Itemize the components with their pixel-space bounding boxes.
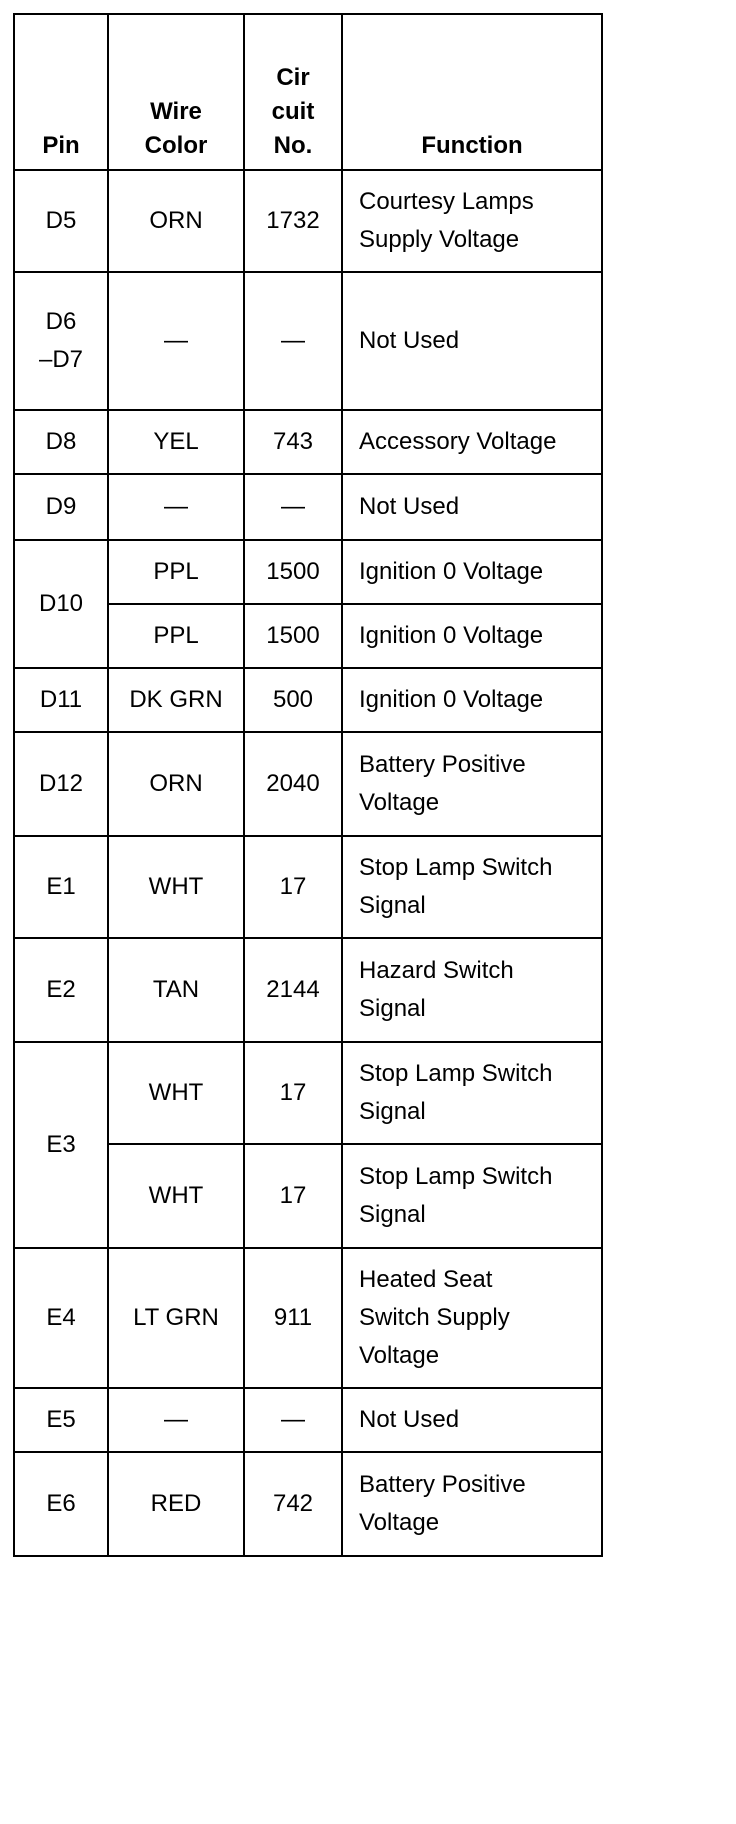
table-row — [14, 836, 602, 938]
circuit-cell: 1500 — [244, 604, 342, 668]
circuit-cell: 1500 — [244, 540, 342, 604]
pin-cell: E2 — [14, 938, 108, 1042]
pin-cell: D11 — [14, 668, 108, 732]
circuit-cell: 1732 — [244, 170, 342, 272]
function-line: Not Used — [359, 1406, 460, 1433]
header-circuit-no — [244, 14, 342, 170]
circuit-cell: 743 — [244, 410, 342, 474]
wire-color-cell: WHT — [108, 1144, 244, 1248]
table-row — [14, 938, 602, 1042]
function-line: Heated Seat — [359, 1266, 493, 1293]
function-line: Stop Lamp Switch — [359, 1060, 553, 1087]
wire-color-cell: ORN — [108, 170, 244, 272]
pin-cell: E1 — [14, 836, 108, 938]
circuit-cell: — — [244, 474, 342, 540]
pin-cell: E6 — [14, 1452, 108, 1556]
table-row — [14, 1042, 602, 1144]
circuit-cell: 17 — [244, 836, 342, 938]
pin-line: D6 — [45, 308, 77, 335]
function-line: Stop Lamp Switch — [359, 854, 553, 881]
function-line: Supply Voltage — [359, 226, 520, 253]
table-row — [14, 410, 602, 474]
wire-color-cell: PPL — [108, 540, 244, 604]
function-cell — [342, 938, 602, 1042]
function-line: Accessory Voltage — [359, 428, 557, 455]
circuit-cell: 911 — [244, 1248, 342, 1388]
pin-cell: D5 — [14, 170, 108, 272]
function-cell — [342, 836, 602, 938]
header-row — [14, 14, 602, 170]
circuit-cell: 742 — [244, 1452, 342, 1556]
pin-cell: E4 — [14, 1248, 108, 1388]
function-line: Ignition 0 Voltage — [359, 622, 544, 649]
function-line: Signal — [359, 995, 426, 1022]
function-line: Voltage — [359, 1509, 440, 1536]
circuit-cell: — — [244, 272, 342, 410]
function-line: Courtesy Lamps — [359, 188, 534, 215]
circuit-cell: 500 — [244, 668, 342, 732]
pin-cell: D10 — [14, 540, 108, 668]
wire-color-cell: PPL — [108, 604, 244, 668]
table-row — [14, 668, 602, 732]
pinout-table — [13, 13, 603, 1557]
table-row — [14, 732, 602, 836]
table-row — [14, 540, 602, 604]
pin-cell: D8 — [14, 410, 108, 474]
function-line: Ignition 0 Voltage — [359, 686, 544, 713]
function-cell — [342, 272, 602, 410]
function-line: Signal — [359, 1098, 426, 1125]
function-cell — [342, 1388, 602, 1452]
wire-color-cell: RED — [108, 1452, 244, 1556]
pin-cell: D12 — [14, 732, 108, 836]
wire-color-cell: TAN — [108, 938, 244, 1042]
function-line: Not Used — [359, 327, 460, 354]
function-line: Stop Lamp Switch — [359, 1163, 553, 1190]
header-circuit-line: cuit — [271, 98, 315, 125]
function-line: Voltage — [359, 1342, 440, 1369]
function-line: Ignition 0 Voltage — [359, 558, 544, 585]
table-row — [14, 1452, 602, 1556]
function-cell — [342, 732, 602, 836]
header-circuit-line: No. — [273, 132, 313, 159]
wire-color-cell: — — [108, 474, 244, 540]
circuit-cell: 2144 — [244, 938, 342, 1042]
header-wire-color-line: Color — [144, 132, 208, 159]
function-line: Signal — [359, 892, 426, 919]
function-line: Not Used — [359, 493, 460, 520]
wire-color-cell: — — [108, 1388, 244, 1452]
function-cell — [342, 540, 602, 604]
wire-color-cell: ORN — [108, 732, 244, 836]
table-row — [14, 474, 602, 540]
function-cell — [342, 474, 602, 540]
circuit-cell: 17 — [244, 1144, 342, 1248]
wire-color-cell: LT GRN — [108, 1248, 244, 1388]
table-row — [14, 170, 602, 272]
header-wire-color — [108, 14, 244, 170]
circuit-cell: 17 — [244, 1042, 342, 1144]
table-row — [14, 1248, 602, 1388]
header-pin: Pin — [14, 14, 108, 170]
function-line: Hazard Switch — [359, 957, 514, 984]
circuit-cell: 2040 — [244, 732, 342, 836]
function-line: Voltage — [359, 789, 440, 816]
wire-color-cell: — — [108, 272, 244, 410]
header-function: Function — [342, 14, 602, 170]
pin-line: –D7 — [38, 346, 84, 373]
table-row — [14, 1388, 602, 1452]
header-circuit-line: Cir — [276, 64, 310, 91]
function-cell — [342, 170, 602, 272]
circuit-cell: — — [244, 1388, 342, 1452]
function-cell — [342, 668, 602, 732]
function-line: Signal — [359, 1201, 426, 1228]
pin-cell: D9 — [14, 474, 108, 540]
function-cell — [342, 1248, 602, 1388]
function-line: Switch Supply — [359, 1304, 510, 1331]
header-wire-color-line: Wire — [150, 98, 202, 125]
function-line: Battery Positive — [359, 751, 526, 778]
pin-cell — [14, 272, 108, 410]
function-line: Battery Positive — [359, 1471, 526, 1498]
wire-color-cell: WHT — [108, 836, 244, 938]
function-cell — [342, 604, 602, 668]
function-cell — [342, 1144, 602, 1248]
table-row — [14, 272, 602, 410]
function-cell — [342, 1042, 602, 1144]
pin-cell: E5 — [14, 1388, 108, 1452]
function-cell — [342, 1452, 602, 1556]
function-cell — [342, 410, 602, 474]
pin-cell: E3 — [14, 1042, 108, 1248]
wire-color-cell: DK GRN — [108, 668, 244, 732]
wire-color-cell: WHT — [108, 1042, 244, 1144]
wire-color-cell: YEL — [108, 410, 244, 474]
